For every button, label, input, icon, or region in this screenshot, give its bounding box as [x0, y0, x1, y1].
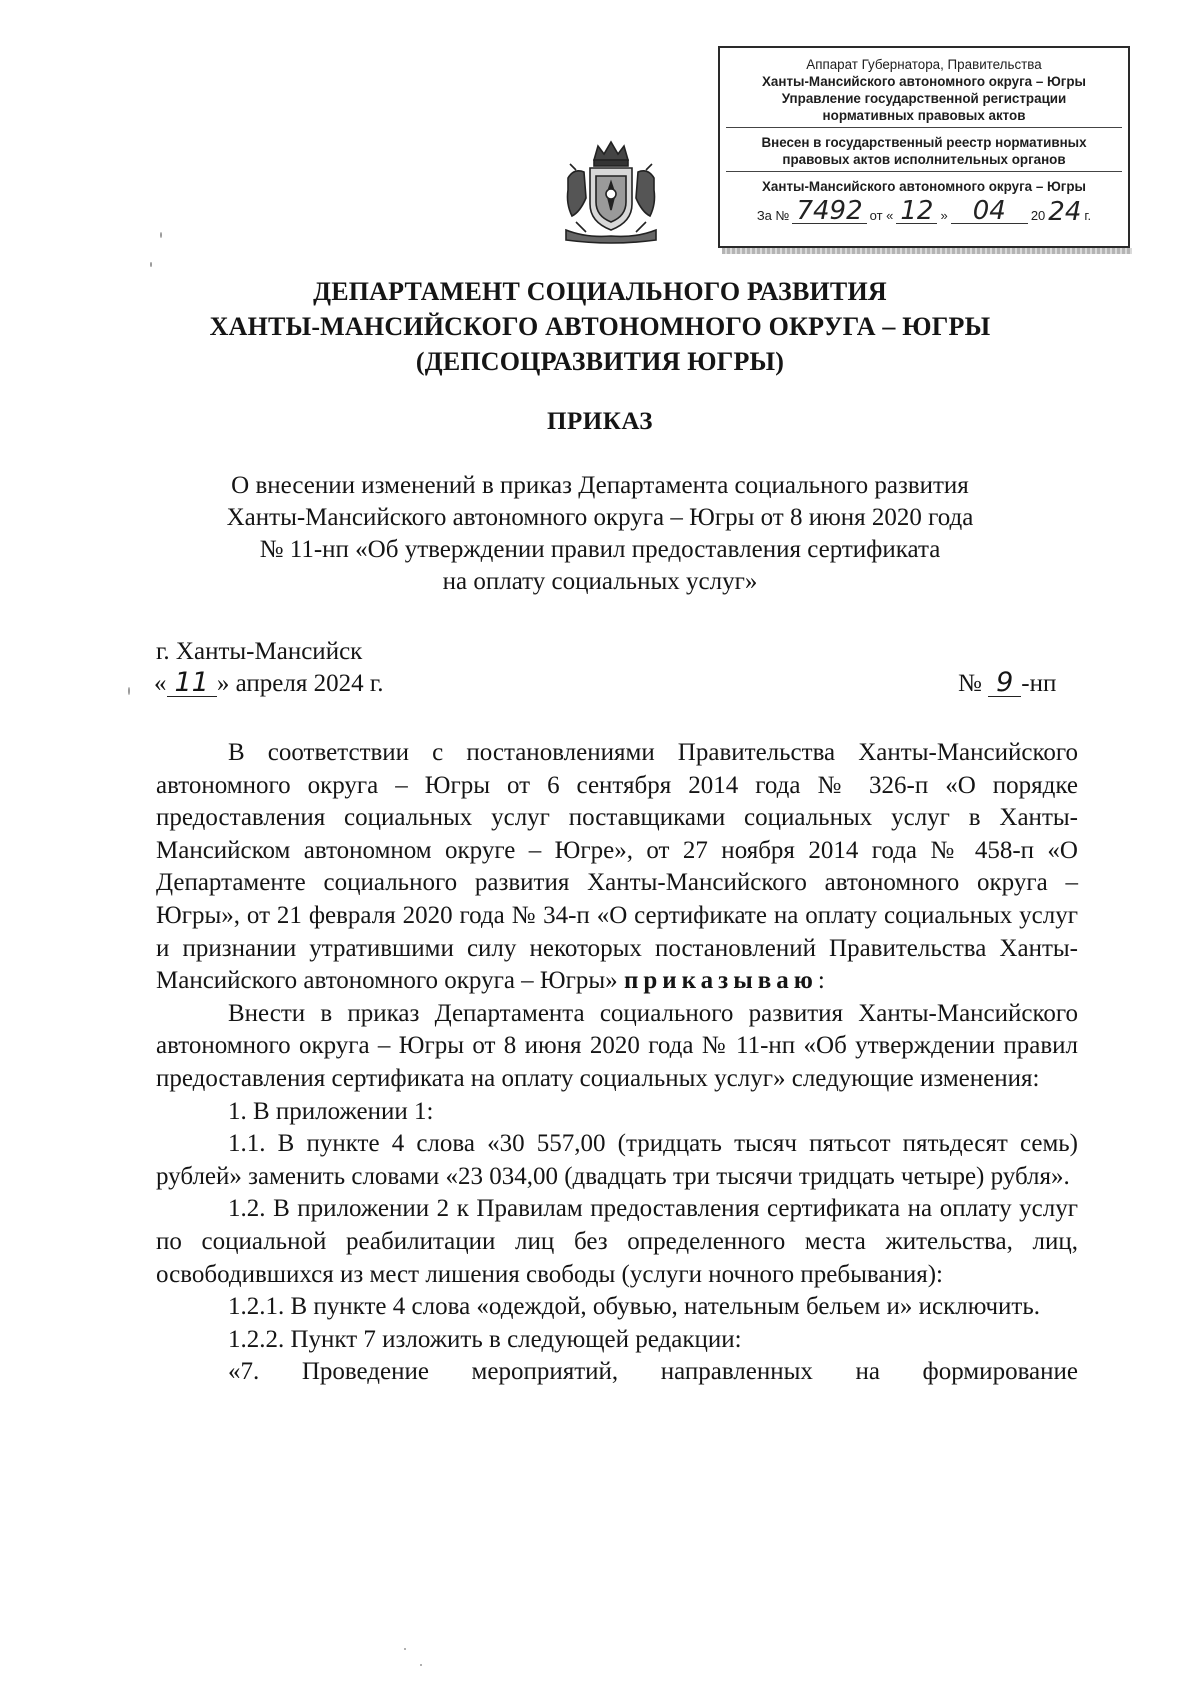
- scan-speck: [160, 232, 162, 238]
- stamp-reg-month: 04: [951, 199, 1028, 224]
- issue-city: г. Ханты-Мансийск: [156, 638, 363, 665]
- scan-speck: [404, 1648, 406, 1650]
- item-1-2-1: 1.2.1. В пункте 4 слова «одеждой, обувью, нательным бельем и» исключить.: [228, 1293, 1041, 1321]
- order-keyword: приказываю: [623, 967, 818, 995]
- stamp-line: Ханты-Мансийского автономного округа – Югры: [761, 179, 1086, 194]
- item-1: 1. В приложении 1:: [228, 1097, 434, 1125]
- stamp-reg-year-prefix: 20: [1030, 208, 1046, 223]
- department-line: ДЕПАРТАМЕНТ СОЦИАЛЬНОГО РАЗВИТИЯ: [313, 277, 887, 306]
- stamp-reg-day: 12: [896, 199, 937, 224]
- department-line: (ДЕПСОЦРАЗВИТИЯ ЮГРЫ): [415, 347, 785, 376]
- preamble-paragraph: [156, 737, 1078, 998]
- department-line: ХАНТЫ-МАНСИЙСКОГО АВТОНОМНОГО ОКРУГА – ЮГРЫ: [209, 312, 991, 341]
- subject-line: на оплату социальных услуг»: [442, 568, 758, 595]
- date-day-handwritten: 11: [167, 670, 217, 697]
- subject-line: Ханты-Мансийского автономного округа – Югры от 8 июня 2020 года: [226, 504, 974, 531]
- stamp-divider: [726, 127, 1122, 128]
- item-7-quote: «7. Проведение мероприятий, направленных на формирование: [228, 1358, 1078, 1386]
- order-colon: :: [817, 967, 825, 995]
- stamp-line: нормативных правовых актов: [822, 108, 1026, 123]
- stamp-line: Аппарат Губернатора, Правительства: [806, 57, 1042, 72]
- coat-of-arms-icon: [556, 138, 666, 246]
- subject-line: О внесении изменений в приказ Департамента социального развития: [231, 472, 969, 499]
- number-handwritten: 9: [988, 670, 1021, 697]
- item-1-1: 1.1. В пункте 4 слова «30 557,00 (тридцать тысяч пятьсот пятьдесят семь) рублей» заменить словами «23 034,00 (двадцать три тысячи тридцать четыре) рубля».: [156, 1130, 1078, 1190]
- stamp-reg-quote: »: [940, 208, 948, 223]
- stamp-reg-year-suffix: г.: [1084, 208, 1092, 223]
- order-body: [156, 737, 1078, 1389]
- registry-stamp: [718, 46, 1130, 248]
- department-heading: [0, 274, 1200, 379]
- stamp-line: правовых актов исполнительных органов: [782, 152, 1066, 167]
- scan-speck: [150, 262, 152, 267]
- stamp-divider: [726, 171, 1122, 172]
- date-open-quote: «: [154, 670, 167, 697]
- stamp-line: Ханты-Мансийского автономного округа – Югры: [761, 74, 1086, 89]
- issue-date: [154, 667, 384, 698]
- scan-speck: [420, 1664, 422, 1666]
- item-1-2-2: 1.2.2. Пункт 7 изложить в следующей редакции:: [228, 1325, 742, 1353]
- subject-line: № 11-нп «Об утверждении правил предоставления сертификата: [259, 536, 941, 563]
- stamp-reg-year: 24: [1048, 197, 1082, 227]
- stamp-reg-prefix: За №: [756, 208, 790, 223]
- stamp-line: Внесен в государственный реестр нормативных: [761, 135, 1087, 150]
- preamble-text: В соответствии с постановлениями Правительства Ханты-Мансийского автономного округа – Югры от 6 сентября 2014 года № 326-п «О порядке предоставления социальных услуг поставщиками социальных услуг в Ханты-Мансийском автономном округе – Югре», от 27 ноября 2014 года № 458-п «О Департаменте социального развития Ханты-Мансийского автономного округа – Югры», от 21 февраля 2020 года № 34-п «О сертификате на оплату социальных услуг и признании утратившими силу некоторых постановлений Правительства Ханты-Мансийского автономного округа – Югры»: [156, 739, 1078, 995]
- stamp-edge: [722, 248, 1132, 254]
- stamp-registration-line: [726, 196, 1122, 227]
- item-1-2: 1.2. В приложении 2 к Правилам предоставления сертификата на оплату услуг по социальной реабилитации лиц без определенного места жительства, лиц, освободившихся из мест лишения свободы (услуги ночного пребывания):: [156, 1195, 1078, 1288]
- stamp-reg-from: от «: [869, 208, 894, 223]
- number-suffix: -нп: [1021, 670, 1057, 697]
- stamp-line: Управление государственной регистрации: [781, 91, 1067, 106]
- document-subject: [160, 470, 1040, 598]
- document-number: [958, 667, 1057, 698]
- document-type-title: ПРИКАЗ: [547, 408, 653, 435]
- stamp-reg-number: 7492: [792, 199, 866, 224]
- amendment-paragraph: Внести в приказ Департамента социального развития Ханты-Мансийского автономного округа – Югры от 8 июня 2020 года № 11-нп «Об утверждении правил предоставления сертификата на оплату социальных услуг» следующие изменения:: [156, 999, 1078, 1092]
- scan-speck: [128, 687, 130, 695]
- number-prefix: №: [958, 670, 982, 697]
- date-month-year: » апреля 2024 г.: [216, 670, 384, 697]
